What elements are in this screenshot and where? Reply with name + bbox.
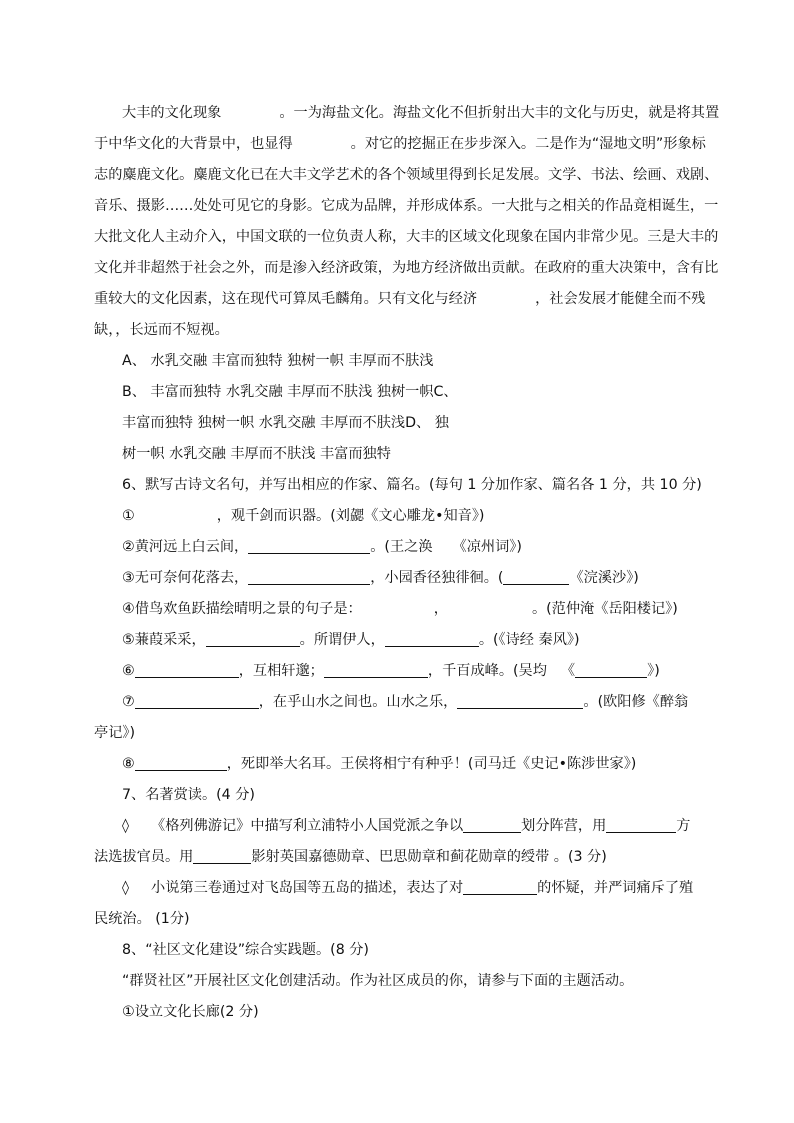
q7-sub-1: ◊ 《格列佛游记》中描写利立浦特小人国党派之争以 划分阵营，用 方 [122, 818, 691, 834]
passage-text: ，社会发展才能健全而不残 [535, 291, 706, 307]
answer-blank[interactable] [135, 663, 239, 678]
q6-item-3: ③无可奈何花落去， ，小园香径独徘徊。( 《浣溪沙》) [122, 570, 639, 586]
q6-item-8: ⑧ ，死即举大名耳。王侯将相宁有种乎！(司马迁《史记•陈涉世家》) [122, 756, 637, 772]
passage-line [94, 129, 706, 160]
passage-text: 大丰的文化现象 [122, 105, 222, 121]
answer-blank[interactable] [248, 570, 370, 585]
answer-blank[interactable] [503, 570, 569, 585]
option-b: B、 丰富而独特 水乳交融 丰厚而不肤浅 独树一帜C、 [122, 384, 458, 400]
answer-blank[interactable] [463, 880, 537, 895]
q6-item-5: ⑤蒹葭采采， 。所谓伊人， 。(《诗经 秦风》) [122, 632, 580, 648]
q7-sub-2: ◊ 小说第三卷通过对飞岛国等五岛的描述，表达了对 的怀疑，并严词痛斥了殖 [122, 880, 694, 896]
answer-blank[interactable] [606, 818, 676, 833]
q6-item-7-cont: 亭记》) [94, 725, 135, 741]
answer-blank[interactable] [457, 694, 583, 709]
option-c: 丰富而独特 独树一帜 水乳交融 丰厚而不肤浅D、 独 [122, 415, 449, 431]
passage-text: 。一为海盐文化。海盐文化不但折射出大丰的文化与历史，就是将其置 [279, 105, 720, 121]
question-8-title: 8、“社区文化建设”综合实践题。(8 分) [122, 942, 369, 958]
passage-text: 重较大的文化因素，这在现代可算凤毛麟角。只有文化与经济 [94, 291, 478, 307]
passage-text: 于中华文化的大背景中，也显得 [94, 136, 293, 152]
passage-line [94, 98, 720, 129]
question-7-title: 7、名著赏读。(4 分) [122, 787, 255, 803]
diamond-bullet-icon: ◊ [122, 818, 130, 834]
passage-line: 志的麋鹿文化。麋鹿文化已在大丰文学艺术的各个领域里得到长足发展。文学、书法、绘画、戏剧、 [94, 167, 719, 183]
document-page [94, 98, 720, 1028]
answer-blank[interactable] [206, 632, 300, 647]
passage-line: 文化并非超然于社会之外，而是渗入经济政策，为地方经济做出贡献。在政府的重大决策中，含有比 [94, 260, 719, 276]
passage-line: 音乐、摄影……处处可见它的身影。它成为品牌，并形成体系。一大批与之相关的作品竟相诞生，一 [94, 198, 719, 214]
q6-item-4: ④借鸟欢鱼跃描绘晴明之景的句子是： ， 。(范仲淹《岳阳楼记》) [122, 601, 678, 617]
answer-blank[interactable] [463, 818, 521, 833]
option-d: 树一帜 水乳交融 丰厚而不肤浅 丰富而独特 [122, 446, 391, 462]
passage-line [94, 284, 706, 315]
answer-blank[interactable] [135, 756, 227, 771]
diamond-bullet-icon: ◊ [122, 880, 130, 896]
q8-intro: “群贤社区”开展社区文化创建活动。作为社区成员的你，请参与下面的主题活动。 [122, 973, 634, 989]
option-a: A、 水乳交融 丰富而独特 独树一帜 丰厚而不肤浅 [122, 353, 434, 369]
answer-blank[interactable] [193, 849, 251, 864]
q7-sub-1-cont: 法选拔官员。用 影射英国嘉德勋章、巴思勋章和蓟花勋章的绶带 。(3 分) [94, 849, 607, 865]
q6-item-7: ⑦ ，在乎山水之间也。山水之乐， 。(欧阳修《醉翁 [122, 694, 689, 710]
q6-item-6: ⑥ ，互相轩邈； ，千百成峰。(吴均 《 》) [122, 663, 660, 679]
answer-blank[interactable] [248, 539, 370, 554]
passage-text: 。对它的挖掘正在步步深入。二是作为“湿地文明”形象标 [350, 136, 706, 152]
q8-item-1: ①设立文化长廊(2 分) [122, 1004, 259, 1020]
q6-item-2: ②黄河远上白云间， 。(王之涣 《凉州词》) [122, 539, 522, 555]
answer-blank[interactable] [324, 663, 428, 678]
answer-blank[interactable] [385, 632, 479, 647]
question-6-title: 6、默写古诗文名句，并写出相应的作家、篇名。(每句 1 分加作家、篇名各 1 分，共 10 分) [122, 477, 702, 493]
answer-blank[interactable] [575, 663, 647, 678]
passage-line: 缺，，长远而不短视。 [94, 322, 229, 338]
q6-item-1: ① ，观千剑而识器。(刘勰《文心雕龙•知音》) [122, 508, 485, 524]
passage-line: 大批文化人主动介入，中国文联的一位负责人称，大丰的区域文化现象在国内非常少见。三是大丰的 [94, 229, 719, 245]
answer-blank[interactable] [135, 694, 259, 709]
q7-sub-2-cont: 民统治。 (1分) [94, 911, 190, 927]
